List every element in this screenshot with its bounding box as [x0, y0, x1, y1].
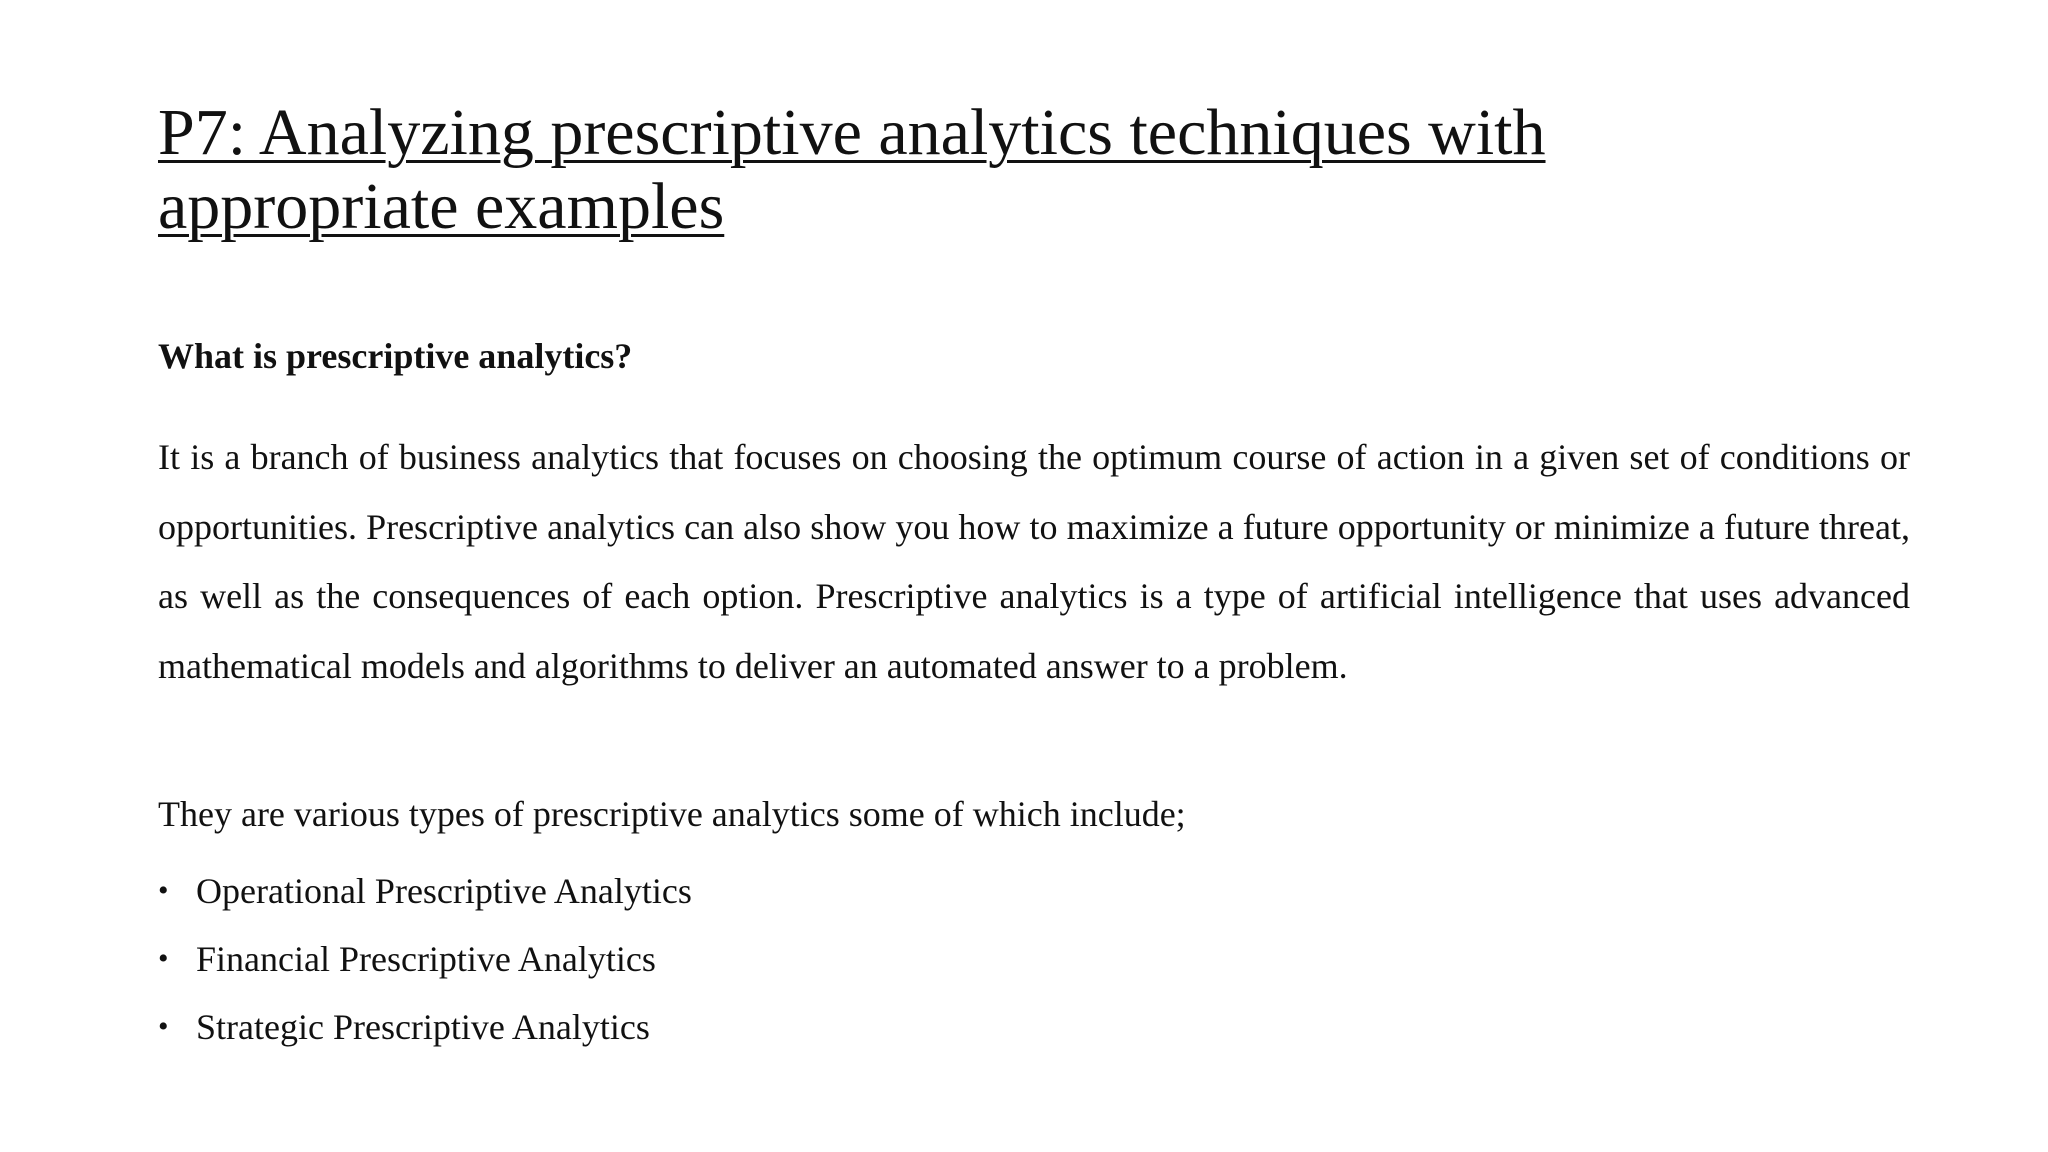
list-item-label: Strategic Prescriptive Analytics — [196, 1007, 650, 1047]
types-list — [158, 869, 692, 1073]
list-item — [158, 869, 692, 913]
list-item — [158, 1005, 692, 1049]
types-intro: They are various types of prescriptive analytics some of which include; — [158, 794, 1186, 834]
section-heading: What is prescriptive analytics? — [158, 336, 633, 376]
list-item-label: Financial Prescriptive Analytics — [196, 939, 656, 979]
list-item — [158, 937, 692, 981]
list-item-label: Operational Prescriptive Analytics — [196, 871, 692, 911]
definition-paragraph: It is a branch of business analytics that focuses on choosing the optimum course of action in a given set of conditions or opportunities. Prescriptive analytics can also show you how to maximize a future opportunity or minimize a future threat, as well as the consequences of each option. Prescriptive analytics is a type of artificial intelligence that uses advanced mathematical models and algorithms to deliver an automated answer to a problem. — [158, 437, 1910, 686]
bullet-icon: • — [158, 942, 169, 975]
bullet-icon: • — [158, 874, 169, 907]
slide-title: P7: Analyzing prescriptive analytics techniques with appropriate examples — [158, 96, 1546, 243]
bullet-icon: • — [158, 1010, 169, 1043]
